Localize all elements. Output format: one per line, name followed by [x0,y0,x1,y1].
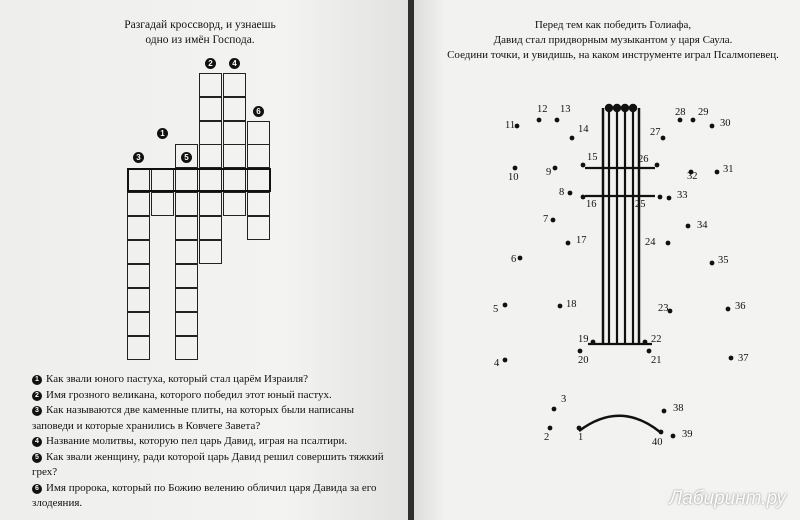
dot-point-27 [661,136,666,141]
dot-label-10: 10 [508,172,519,183]
crossword-marker-2: 2 [205,58,216,69]
dot-label-32: 32 [687,171,698,182]
dot-point-11 [515,124,520,129]
dot-label-20: 20 [578,355,589,366]
watermark-logo: Лабиринт.ру [669,488,786,509]
clue-text: Имя грозного великана, которого победил этот юный пастух. [46,388,332,401]
dot-point-26 [655,163,660,168]
dot-point-7 [551,218,556,223]
dot-point-10 [513,166,518,171]
dot-point-19 [591,340,596,345]
dot-label-16: 16 [586,199,597,210]
dot-label-34: 34 [697,220,708,231]
dot-point-15 [581,163,586,168]
dot-label-22: 22 [651,334,662,345]
dot-label-39: 39 [682,429,693,440]
dot-label-11: 11 [505,120,516,131]
dot-point-28 [678,118,683,123]
dot-label-14: 14 [578,124,589,135]
dot-point-16 [581,195,586,200]
crossword-marker-4: 4 [229,58,240,69]
dots-title-line3: Соедини точки, и увидишь, на каком инструменте играл Псалмопевец. [447,49,779,61]
dot-point-29 [691,118,696,123]
crossword-title-line1: Разгадай кроссворд, и узнаешь [124,19,276,31]
dot-point-6 [518,256,523,261]
dot-point-17 [566,241,571,246]
dot-point-33 [667,196,672,201]
dot-label-6: 6 [511,254,517,265]
clue-number-badge: 5 [32,453,42,463]
dot-label-23: 23 [658,303,669,314]
clue-text: Имя пророка, который по Божию велению обличил царя Давида за его злодеяния. [32,481,377,509]
dot-label-1: 1 [578,432,584,443]
dot-label-19: 19 [578,334,589,345]
crossword-marker-6: 6 [253,106,264,117]
dot-label-13: 13 [560,104,571,115]
dot-label-33: 33 [677,190,688,201]
dot-point-14 [570,136,575,141]
dot-point-13 [555,118,560,123]
clue-text: Как называются две каменные плиты, на которых были написаны заповеди и которые хранились в Ковчеге Завета? [32,404,354,432]
dot-label-18: 18 [566,299,577,310]
dot-point-4 [503,358,508,363]
clue-text: Как звали юного пастуха, который стал царём Израиля? [46,373,309,385]
string-peg [621,104,629,112]
dot-label-17: 17 [576,235,587,246]
instrument-curve [579,416,660,432]
clue-number-badge: 1 [32,375,42,385]
clue-number-badge: 6 [32,484,42,494]
dots-title-line2: Давид стал придворным музыкантом у царя Саула. [493,34,733,46]
crossword-marker-3: 3 [133,152,144,163]
clue-text: Название молитвы, которую пел царь Давид, играя на псалтири. [46,435,348,447]
dot-label-7: 7 [543,214,549,225]
dot-point-25 [658,195,663,200]
dot-point-9 [553,166,558,171]
dot-point-30 [710,124,715,129]
dots-title-line1: Перед тем как победить Голиафа, [534,19,692,31]
dot-label-37: 37 [738,353,749,364]
dot-point-5 [503,303,508,308]
dot-point-38 [662,409,667,414]
dot-point-8 [568,191,573,196]
dot-point-34 [686,224,691,229]
clue-number-badge: 3 [32,406,42,416]
dot-label-4: 4 [494,358,500,369]
dot-point-37 [729,356,734,361]
crossword-title-line2: одно из имён Господа. [145,34,255,46]
dot-label-9: 9 [546,167,552,178]
dot-point-12 [537,118,542,123]
dot-label-36: 36 [735,301,746,312]
dot-point-35 [710,261,715,266]
crossword-marker-5: 5 [181,152,192,163]
dot-label-12: 12 [537,104,548,115]
dot-point-21 [647,349,652,354]
dot-label-2: 2 [544,432,550,443]
crossword-marker-1: 1 [157,128,168,139]
dot-point-18 [558,304,563,309]
string-peg [613,104,621,112]
dot-point-3 [552,407,557,412]
dot-point-36 [726,307,731,312]
dot-label-15: 15 [587,152,598,163]
dot-label-28: 28 [675,107,686,118]
dot-label-3: 3 [561,394,567,405]
dot-label-40: 40 [652,437,663,448]
string-peg [629,104,637,112]
clue-number-badge: 2 [32,391,42,401]
dot-label-35: 35 [718,255,729,266]
string-peg [605,104,613,112]
dot-point-20 [578,349,583,354]
dot-label-26: 26 [638,154,649,165]
clue-number-badge: 4 [32,437,42,447]
dot-label-8: 8 [559,187,565,198]
dot-point-1 [577,426,582,431]
dot-point-40 [659,430,664,435]
dot-label-30: 30 [720,118,731,129]
dot-point-39 [671,434,676,439]
dot-label-24: 24 [645,237,656,248]
dot-label-31: 31 [723,164,734,175]
dot-point-24 [666,241,671,246]
dot-point-22 [643,340,648,345]
dot-label-25: 25 [635,199,646,210]
dot-point-2 [548,426,553,431]
dot-label-27: 27 [650,127,661,138]
dot-label-5: 5 [493,304,499,315]
clue-text: Как звали женщину, ради которой царь Давид решил совершить тяжкий грех? [32,450,384,478]
dot-point-31 [715,170,720,175]
dot-label-21: 21 [651,355,662,366]
dot-label-29: 29 [698,107,709,118]
dot-label-38: 38 [673,403,684,414]
